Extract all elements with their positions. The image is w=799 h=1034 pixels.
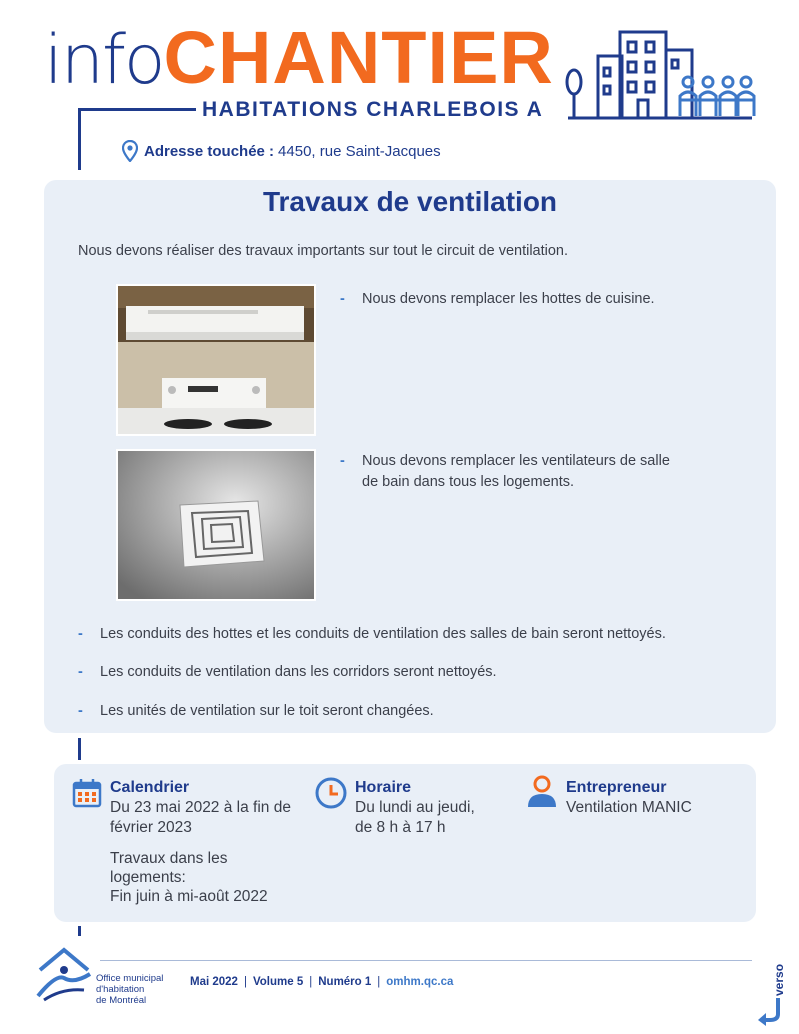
- clock-icon: [314, 776, 348, 810]
- calendar-block: [110, 778, 310, 838]
- bullet-text: Nous devons remplacer les ventilateurs de salle de bain dans tous les logements.: [362, 453, 670, 490]
- calendar-extra-line: Fin juin à mi-août 2022: [110, 888, 268, 905]
- bullet-dash: -: [78, 664, 83, 680]
- project-subtitle: HABITATIONS CHARLEBOIS A: [202, 98, 544, 121]
- calendar-line: février 2023: [110, 819, 192, 836]
- org-name: [96, 973, 186, 1006]
- brand-info: info: [44, 21, 164, 100]
- connector-rule: [78, 738, 81, 760]
- org-line: d'habitation: [96, 984, 145, 995]
- calendar-extra-line: logements:: [110, 869, 186, 886]
- panel-title: Travaux de ventilation: [262, 186, 558, 217]
- issue-meta: [190, 976, 453, 988]
- address-label: Adresse touchée :: [144, 142, 275, 160]
- person-icon: [526, 774, 558, 808]
- header-rule-horizontal: [78, 108, 196, 111]
- footer-connector-rule: [78, 926, 81, 936]
- bullet-corridors: [78, 662, 758, 683]
- map-pin-icon: [122, 140, 138, 162]
- header-rule-vertical: [78, 108, 81, 170]
- schedule-line: Du lundi au jeudi,: [355, 799, 475, 816]
- bullet-kitchen-hoods: [340, 289, 700, 310]
- calendar-line: Du 23 mai 2022 à la fin de: [110, 799, 291, 816]
- issue-date: Mai 2022: [190, 976, 238, 988]
- calendar-heading: Calendrier: [110, 779, 190, 796]
- calendar-extra-line: Travaux dans les: [110, 850, 228, 867]
- contractor-heading: Entrepreneur: [566, 779, 667, 796]
- org-line: Office municipal: [96, 973, 164, 984]
- omhm-logo: [34, 944, 94, 1004]
- bullet-bathroom-fans: [340, 451, 670, 493]
- bullet-text: Nous devons remplacer les hottes de cuisine.: [362, 291, 655, 307]
- calendar-icon: [72, 778, 102, 808]
- separator: |: [309, 976, 313, 988]
- intro-text: Nous devons réaliser des travaux importants sur tout le circuit de ventilation.: [78, 243, 569, 259]
- verso-label: verso: [772, 963, 786, 996]
- contractor-block: [566, 778, 746, 818]
- bullet-text: Les unités de ventilation sur le toit seront changées.: [100, 703, 434, 719]
- footer-rule: [100, 960, 752, 961]
- issue-volume: Volume 5: [252, 976, 304, 988]
- bathroom-fan-photo: [116, 449, 316, 601]
- website-link[interactable]: omhm.qc.ca: [386, 976, 454, 988]
- brand-title: [44, 18, 554, 101]
- issue-number: Numéro 1: [318, 976, 372, 988]
- brand-chantier: CHANTIER: [163, 16, 554, 99]
- bullet-text: Les conduits de ventilation dans les corridors seront nettoyés.: [100, 664, 497, 680]
- kitchen-hood-photo: [116, 284, 316, 436]
- bullet-roof-units: [78, 701, 758, 722]
- org-line: de Montréal: [96, 995, 147, 1006]
- schedule-line: de 8 h à 17 h: [355, 819, 446, 836]
- bullet-ducts-cleaned: [78, 624, 758, 645]
- bullet-dash: -: [340, 291, 345, 307]
- schedule-heading: Horaire: [355, 779, 412, 796]
- bullet-dash: -: [340, 453, 345, 469]
- address-value: 4450, rue Saint-Jacques: [278, 142, 441, 160]
- turn-page-arrow-icon: [756, 996, 784, 1026]
- schedule-block: [355, 778, 525, 838]
- contractor-line: Ventilation MANIC: [566, 799, 692, 816]
- bullet-dash: -: [78, 703, 83, 719]
- separator: |: [377, 976, 381, 988]
- separator: |: [243, 976, 247, 988]
- address-line: [122, 140, 441, 162]
- buildings-illustration: [562, 26, 758, 122]
- bullet-text: Les conduits des hottes et les conduits de ventilation des salles de bain seront nettoyés.: [100, 626, 666, 642]
- calendar-extra: [110, 849, 310, 906]
- bullet-dash: -: [78, 626, 83, 642]
